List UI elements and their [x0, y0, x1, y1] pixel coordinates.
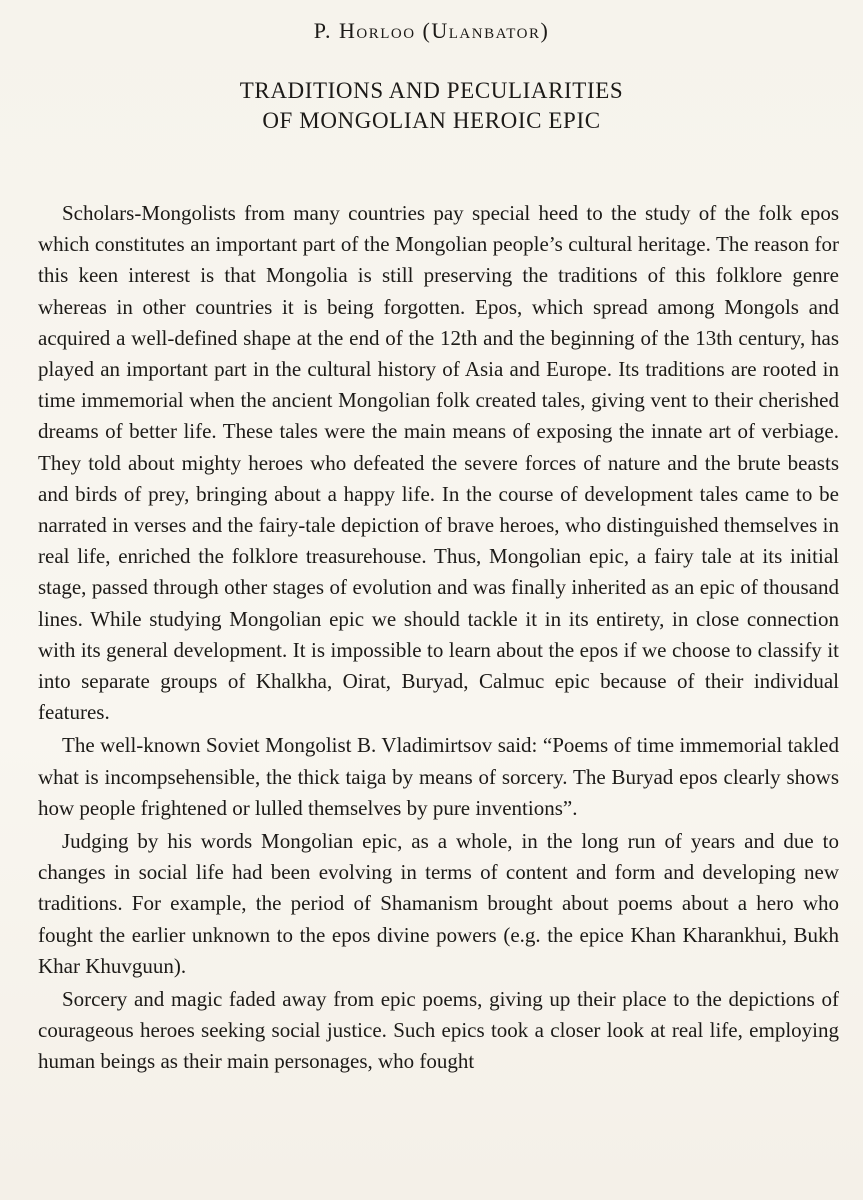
- author-line: P. Horloo (Ulanbator): [313, 18, 550, 43]
- article-body: [38, 198, 839, 1078]
- title-line-1: TRADITIONS AND PECULIARITIES: [239, 78, 624, 103]
- paragraph-2: The well-known Soviet Mongolist B. Vladimirtsov said: “Poems of time immemorial takled what is incompsehensible, the thick taiga by means of sorcery. The Buryad epos clearly shows how people frightened or lulled themselves by pure inventions”.: [38, 733, 839, 820]
- paragraph-3: Judging by his words Mongolian epic, as a whole, in the long run of years and due to changes in social life had been evolving in terms of content and form and developing new traditions. For example, the period of Shamanism brought about poems about a hero who fought the earlier unknown to the epos divine powers (e.g. the epice Khan Kharankhui, Bukh Khar Khuvguun).: [38, 829, 839, 978]
- article-title: [0, 76, 863, 136]
- paragraph-1: Scholars-Mongolists from many countries pay special heed to the study of the folk epos which constitutes an important part of the Mongolian people’s cultural heritage. The reason for this keen interest is that Mongolia is still preserving the traditions of this folklore genre whereas in other countries it is being forgotten. Epos, which spread among Mongols and acquired a well-defined shape at the end of the 12th and the beginning of the 13th century, has played an important part in the cultural history of Asia and Europe. Its traditions are rooted in time immemorial when the ancient Mongolian folk created tales, giving vent to their cherished dreams of better life. These tales were the main means of exposing the innate art of verbiage. They told about mighty heroes who defeated the severe forces of nature and the brute beasts and birds of prey, bringing about a happy life. In the course of development tales came to be narrated in verses and the fairy-tale depiction of brave heroes, who distinguished themselves in real life, enriched the folklore treasurehouse. Thus, Mongolian epic, a fairy tale at its initial stage, passed through other stages of evolution and was finally inherited as an epic of thousand lines. While studying Mongolian epic we should tackle it in its entirety, in close connection with its general development. It is impossible to learn about the epos if we choose to classify it into separate groups of Khalkha, Oirat, Buryad, Calmuc epic because of their individual features.: [38, 201, 839, 725]
- paragraph-4: Sorcery and magic faded away from epic poems, giving up their place to the depictions of courageous heroes seeking social justice. Such epics took a closer look at real life, employing human beings as their main personages, who fought: [38, 987, 839, 1074]
- title-line-2: OF MONGOLIAN HEROIC EPIC: [262, 108, 601, 133]
